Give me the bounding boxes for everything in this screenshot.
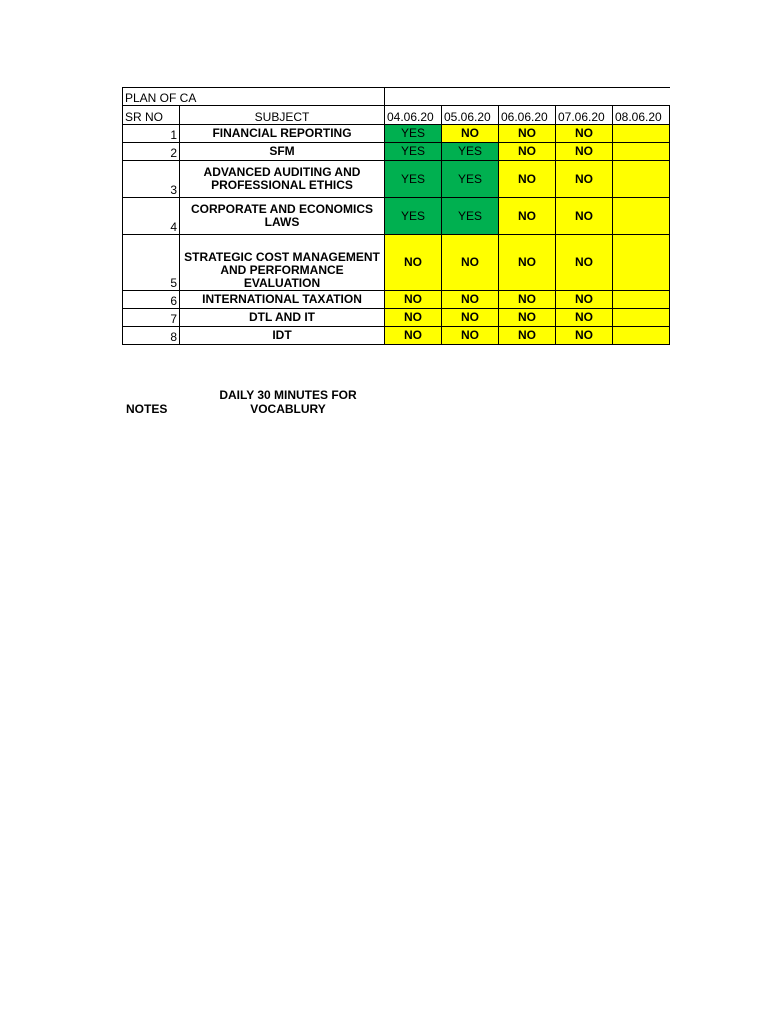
subject-cell: FINANCIAL REPORTING — [180, 125, 385, 143]
date-header: 07.06.20 — [556, 106, 613, 125]
study-plan-table — [122, 87, 670, 345]
status-cell: NO — [556, 143, 613, 161]
sr-no-cell: 4 — [123, 198, 180, 235]
status-cell: NO — [385, 309, 442, 327]
sr-no-cell: 2 — [123, 143, 180, 161]
status-cell: YES — [385, 125, 442, 143]
subject-header: SUBJECT — [180, 106, 385, 125]
sheet-title: PLAN OF CA — [123, 88, 385, 106]
status-cell: YES — [385, 198, 442, 235]
status-cell — [613, 125, 670, 143]
sr-no-cell: 6 — [123, 291, 180, 309]
status-cell: NO — [556, 198, 613, 235]
header-row — [123, 106, 670, 125]
status-cell: NO — [556, 161, 613, 198]
status-cell — [613, 327, 670, 345]
status-cell: NO — [556, 309, 613, 327]
date-header: 05.06.20 — [442, 106, 499, 125]
status-cell — [613, 235, 670, 291]
title-row — [123, 88, 670, 106]
notes-label: NOTES — [126, 402, 168, 416]
subject-cell: CORPORATE AND ECONOMICS LAWS — [180, 198, 385, 235]
table-row — [123, 143, 670, 161]
status-cell: NO — [556, 327, 613, 345]
status-cell: NO — [556, 235, 613, 291]
sr-no-cell: 3 — [123, 161, 180, 198]
status-cell: NO — [499, 309, 556, 327]
sr-no-cell: 7 — [123, 309, 180, 327]
status-cell — [613, 161, 670, 198]
sr-no-cell: 1 — [123, 125, 180, 143]
status-cell: NO — [499, 235, 556, 291]
status-cell: YES — [385, 161, 442, 198]
status-cell: NO — [442, 327, 499, 345]
table-row — [123, 198, 670, 235]
subject-cell: STRATEGIC COST MANAGEMENT AND PERFORMANCE EVALUATION — [180, 235, 385, 291]
status-cell: NO — [442, 235, 499, 291]
status-cell: YES — [442, 161, 499, 198]
status-cell: NO — [499, 143, 556, 161]
date-header: 08.06.20 — [613, 106, 670, 125]
status-cell: YES — [385, 143, 442, 161]
sr-no-header: SR NO — [123, 106, 180, 125]
table-row — [123, 309, 670, 327]
status-cell: YES — [442, 143, 499, 161]
status-cell: NO — [385, 327, 442, 345]
status-cell: NO — [442, 309, 499, 327]
status-cell: NO — [499, 125, 556, 143]
status-cell: NO — [499, 291, 556, 309]
subject-cell: ADVANCED AUDITING AND PROFESSIONAL ETHICS — [180, 161, 385, 198]
sr-no-cell: 5 — [123, 235, 180, 291]
status-cell: NO — [556, 125, 613, 143]
table-row — [123, 327, 670, 345]
status-cell: YES — [442, 198, 499, 235]
status-cell: NO — [385, 235, 442, 291]
title-blank-cell — [385, 88, 670, 106]
status-cell: NO — [442, 291, 499, 309]
status-cell: NO — [499, 161, 556, 198]
table-row — [123, 161, 670, 198]
table-row — [123, 235, 670, 291]
status-cell: NO — [556, 291, 613, 309]
date-header: 06.06.20 — [499, 106, 556, 125]
status-cell: NO — [385, 291, 442, 309]
status-cell — [613, 143, 670, 161]
table-row — [123, 125, 670, 143]
status-cell — [613, 309, 670, 327]
subject-cell: IDT — [180, 327, 385, 345]
status-cell: NO — [499, 327, 556, 345]
notes-text: DAILY 30 MINUTES FOR VOCABLURY — [219, 388, 357, 416]
sr-no-cell: 8 — [123, 327, 180, 345]
subject-cell: SFM — [180, 143, 385, 161]
status-cell: NO — [442, 125, 499, 143]
subject-cell: DTL AND IT — [180, 309, 385, 327]
status-cell — [613, 198, 670, 235]
status-cell — [613, 291, 670, 309]
subject-cell: INTERNATIONAL TAXATION — [180, 291, 385, 309]
date-header: 04.06.20 — [385, 106, 442, 125]
status-cell: NO — [499, 198, 556, 235]
table-row — [123, 291, 670, 309]
